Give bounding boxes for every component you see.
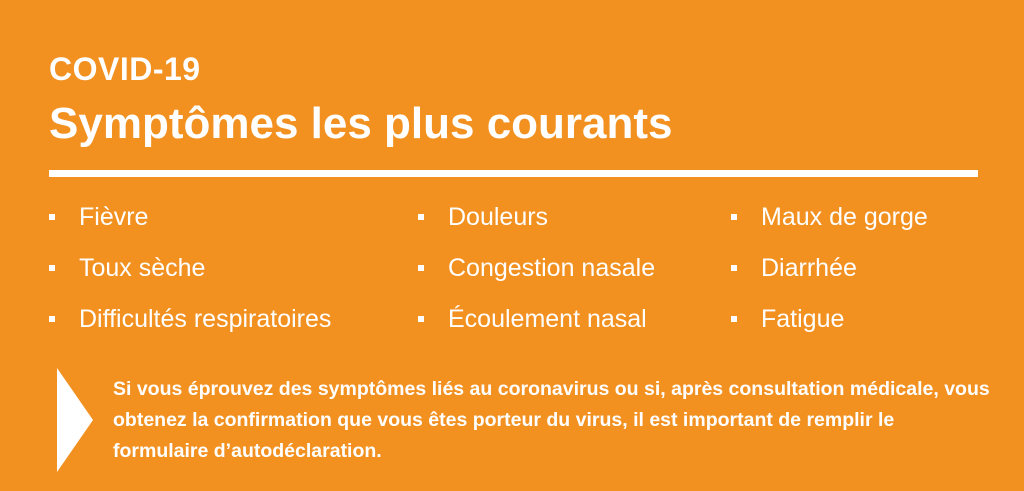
symptom-label: Écoulement nasal [448, 305, 647, 333]
self-declaration-note: Si vous éprouvez des symptômes liés au coronavirus ou si, après consultation médicale, vous obtenez la confirmation que vous êtes porteur du virus, il est important de remplir le formulaire d’autodéclaration. [113, 378, 990, 462]
symptom-label: Toux sèche [79, 254, 206, 282]
arrow-right-icon [57, 368, 93, 472]
symptom-label: Fatigue [761, 305, 845, 333]
divider [49, 170, 978, 177]
symptom-label: Douleurs [448, 203, 549, 231]
bullet-icon [731, 316, 737, 322]
symptom-label: Diarrhée [761, 254, 857, 282]
bullet-icon [731, 214, 737, 220]
bullet-icon [418, 214, 424, 220]
page-title: Symptômes les plus courants [49, 99, 673, 148]
banner-eyebrow: COVID-19 [49, 51, 201, 87]
bullet-icon [49, 316, 55, 322]
bullet-icon [49, 265, 55, 271]
symptom-label: Maux de gorge [761, 203, 928, 231]
bullet-icon [731, 265, 737, 271]
bullet-icon [418, 265, 424, 271]
symptom-label: Fièvre [79, 203, 149, 231]
symptom-label: Difficultés respiratoires [79, 305, 332, 333]
bullet-icon [418, 316, 424, 322]
bullet-icon [49, 214, 55, 220]
symptom-label: Congestion nasale [448, 254, 656, 282]
